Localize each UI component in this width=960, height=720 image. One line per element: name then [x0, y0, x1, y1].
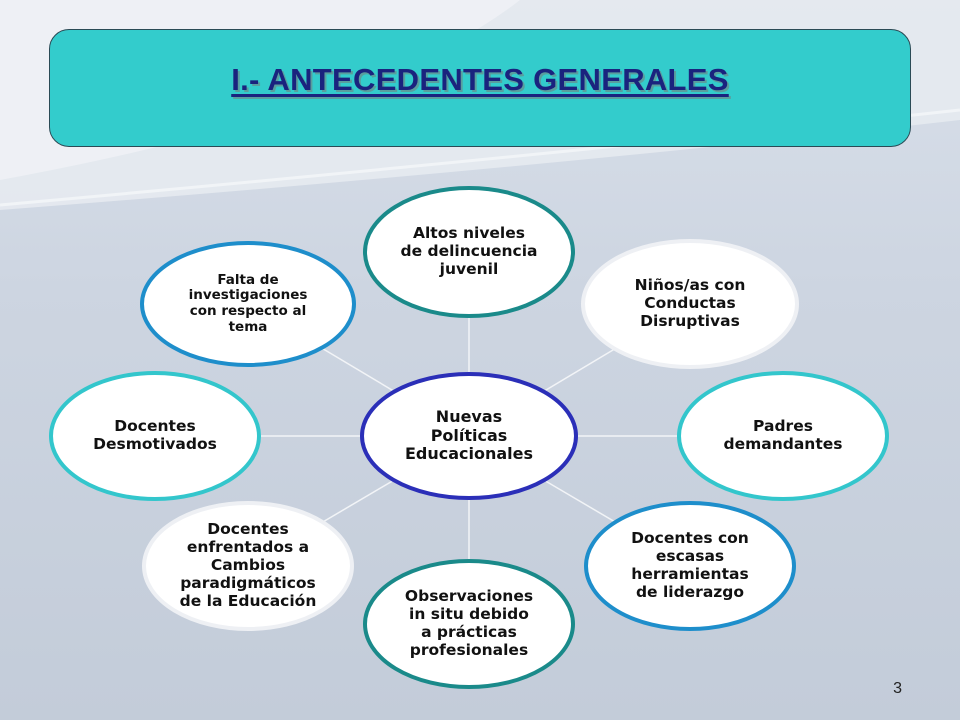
page-title: I.- ANTECEDENTES GENERALES [231, 62, 729, 97]
node-delincuencia-label: Altos niveles de delincuencia juvenil [400, 224, 538, 278]
page-number: 3 [893, 680, 902, 697]
node-investigaciones-label: Falta de investigaciones con respecto al tema [188, 271, 308, 335]
node-desmotivados-label: Docentes Desmotivados [93, 417, 217, 453]
node-cambios-label: Docentes enfrentados a Cambios paradigmáticos de la Educación [179, 520, 317, 610]
node-conductas-label: Niños/as con Conductas Disruptivas [634, 276, 746, 330]
node-padres-label: Padres demandantes [723, 417, 843, 453]
node-observaciones-label: Observaciones in situ debido a prácticas profesionales [404, 587, 534, 659]
center-node-label: Nuevas Políticas Educacionales [404, 407, 534, 464]
node-herramientas-label: Docentes con escasas herramientas de liderazgo [631, 529, 749, 601]
